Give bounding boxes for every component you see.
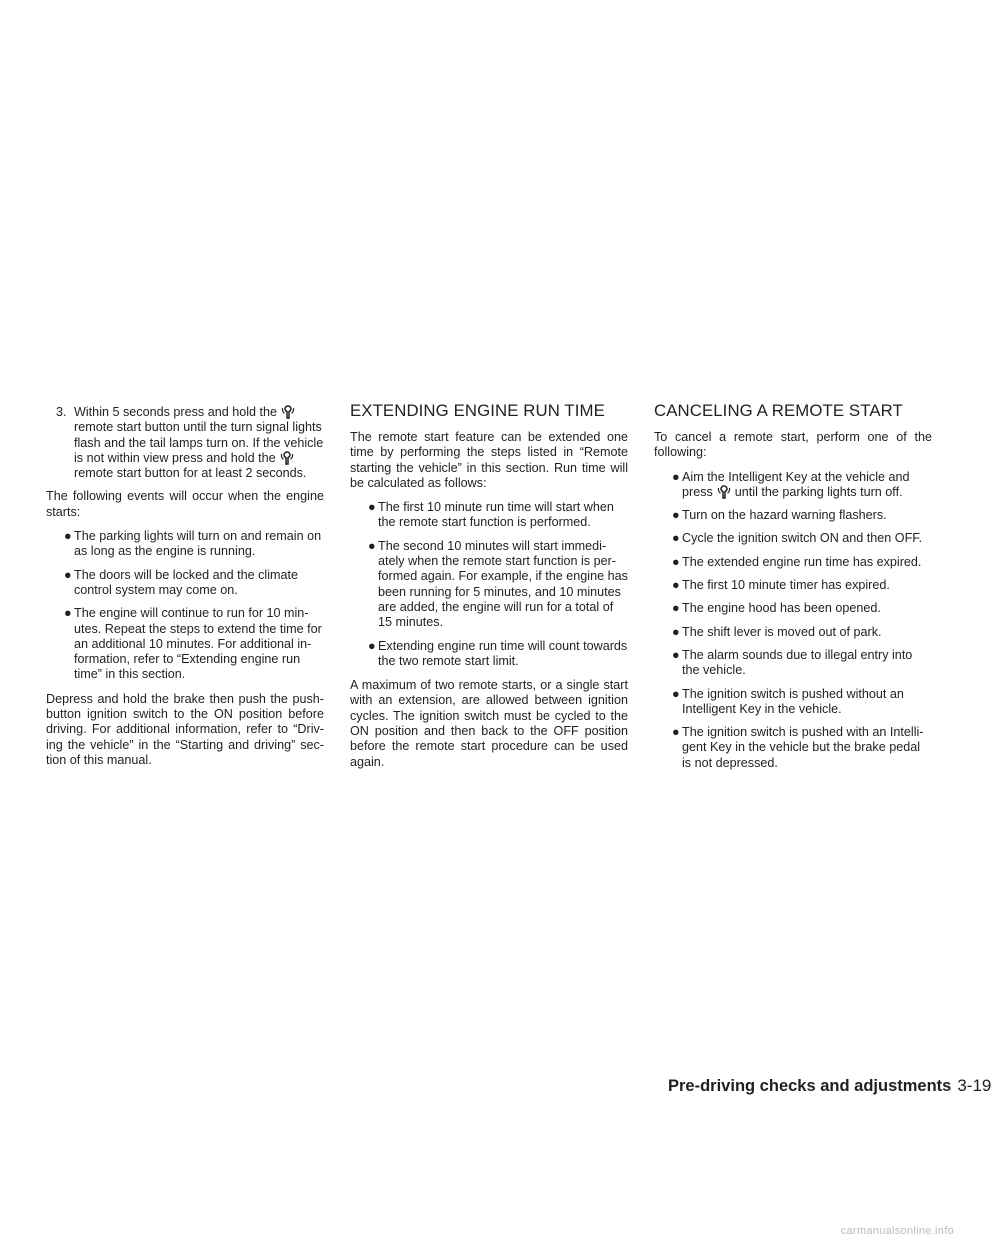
remote-start-icon xyxy=(281,405,295,419)
page-number: 3-19 xyxy=(957,1076,991,1095)
list-item: ● The first 10 minute timer has expired. xyxy=(672,578,890,593)
brake-paragraph: Depress and hold the brake then push the push-button ignition switch to the ON position before driving. For additional information, refer to “Driv-ing the vehicle” in the “Starting and driving” sec-tion of this manual. xyxy=(46,691,324,767)
footer-section-title: Pre-driving checks and adjustments xyxy=(668,1077,952,1095)
step-line: Within 5 seconds press and hold the xyxy=(74,405,324,420)
remote-start-icon xyxy=(717,485,731,499)
list-item: ● The ignition switch is pushed with an Intelli-gent Key in the vehicle but the brake pedal is not depressed. xyxy=(672,725,924,770)
events-intro: The following events will occur when the engine starts: xyxy=(46,489,324,519)
list-item: ● The doors will be locked and the climate control system may come on. xyxy=(64,567,299,597)
intro-paragraph: The remote start feature can be extended one time by performing the steps listed in “Remote starting the vehicle” in this section. Run time will be calculated as follows: xyxy=(350,430,628,490)
list-item: ● The second 10 minutes will start immedi-ately when the remote start function is per-formed again. For example, if the engine has been running for 5 minutes, and 10 minutes are added, the engine will run for a total of 15 minutes. xyxy=(368,538,628,630)
list-item: ● Turn on the hazard warning flashers. xyxy=(672,508,887,523)
list-item: ● The engine will continue to run for 10 min-utes. Repeat the steps to extend the time for an additional 10 minutes. For additional in-formation, refer to “Extending engine run time” in this section. xyxy=(64,606,322,682)
list-item: ● Extending engine run time will count towards the two remote start limit. xyxy=(368,638,628,668)
column-middle xyxy=(350,401,628,779)
cancel-list xyxy=(654,470,932,771)
step-3: 3. Within 5 seconds press and hold the remote start button until the turn signal lights flash and the tail lamps turn on. If the vehicle is not within view press and hold the remote start button for at least 2 seconds. xyxy=(56,405,324,481)
section-heading: CANCELING A REMOTE START xyxy=(654,401,903,420)
events-list xyxy=(46,529,324,683)
list-item: ● The alarm sounds due to illegal entry into the vehicle. xyxy=(672,647,913,678)
list-item: ● The extended engine run time has expired. xyxy=(672,554,922,569)
column-left xyxy=(46,405,324,777)
watermark: carmanualsonline.info xyxy=(0,1220,960,1242)
page-footer xyxy=(668,1076,991,1096)
run-time-list xyxy=(350,500,628,669)
list-item: ● The ignition switch is pushed without an Intelligent Key in the vehicle. xyxy=(672,686,904,716)
list-item: ● Aim the Intelligent Key at the vehicle and press until the parking lights turn off. xyxy=(672,469,910,499)
max-starts-paragraph: A maximum of two remote starts, or a single start with an extension, are allowed between ignition cycles. The ignition switch must be cycled to the ON position and then back to the OFF position before the remote start procedure can be used again. xyxy=(350,678,628,769)
remote-start-icon xyxy=(280,451,294,465)
column-right xyxy=(654,401,932,780)
list-item: ● Cycle the ignition switch ON and then OFF. xyxy=(672,531,923,546)
intro-paragraph: To cancel a remote start, perform one of the following: xyxy=(654,430,932,460)
section-heading: EXTENDING ENGINE RUN TIME xyxy=(350,401,605,420)
list-item: ● The engine hood has been opened. xyxy=(672,601,881,616)
step-number: 3. xyxy=(56,405,67,419)
list-item: ● The shift lever is moved out of park. xyxy=(672,624,882,639)
list-item: ● The first 10 minute run time will start when the remote start function is performed. xyxy=(368,500,614,530)
list-item: ● The parking lights will turn on and remain on as long as the engine is running. xyxy=(64,529,322,559)
